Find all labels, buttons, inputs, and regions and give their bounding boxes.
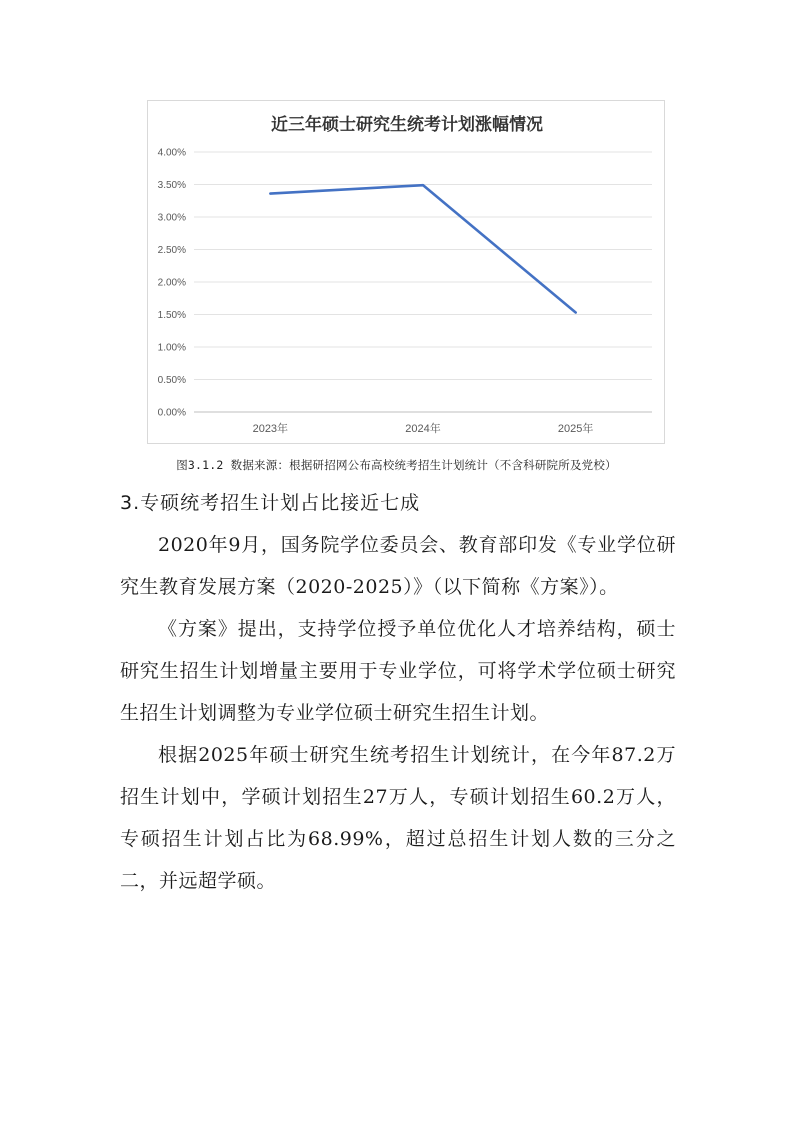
- y-tick-label: 1.50%: [157, 310, 186, 321]
- chart-canvas: [148, 101, 666, 445]
- y-tick-label: 4.00%: [157, 147, 186, 159]
- x-axis-tick-labels: [253, 421, 594, 435]
- y-tick-label: 2.50%: [157, 245, 186, 256]
- y-tick-label: 3.50%: [157, 180, 186, 191]
- paragraph-2: 《方案》提出，支持学位授予单位优化人才培养结构，硕士研究生招生计划增量主要用于专业学位，可将学术学位硕士研究生招生计划调整为专业学位硕士研究生招生计划。: [120, 618, 676, 724]
- section-heading: 3.专硕统考招生计划占比接近七成: [120, 492, 421, 514]
- series-layer: [270, 185, 576, 313]
- y-tick-label: 3.00%: [157, 212, 186, 224]
- x-tick-label: 2024年: [405, 423, 441, 435]
- y-tick-label: 0.50%: [157, 375, 186, 386]
- y-tick-label: 2.00%: [157, 277, 186, 289]
- paragraph-3: 根据2025年硕士研究生统考招生计划统计，在今年87.2万招生计划中，学硕计划招生27万人，专硕计划招生60.2万人，专硕招生计划占比为68.99%，超过总招生计划人数的三分之二，并远超学硕。: [120, 744, 676, 892]
- data-point: [575, 312, 576, 313]
- data-point: [270, 193, 271, 194]
- paragraph-1: 2020年9月，国务院学位委员会、教育部印发《专业学位研究生教育发展方案（2020-2025）》（以下简称《方案》）。: [120, 534, 676, 598]
- line-chart: [147, 100, 665, 444]
- data-point: [423, 185, 424, 186]
- gridlines: [194, 152, 652, 412]
- series-line: [270, 185, 575, 312]
- y-axis-tick-labels: [158, 148, 186, 419]
- x-tick-label: 2025年: [557, 423, 594, 435]
- chart-title: 近三年硕士研究生统考计划涨幅情况: [271, 115, 543, 135]
- figure-caption: 图3.1.2 数据来源：根据研招网公布高校统考招生计划统计（不含科研院所及党校）: [176, 458, 617, 472]
- y-tick-label: 0.00%: [157, 407, 186, 419]
- y-tick-label: 1.00%: [157, 342, 186, 354]
- x-tick-label: 2023年: [252, 423, 289, 435]
